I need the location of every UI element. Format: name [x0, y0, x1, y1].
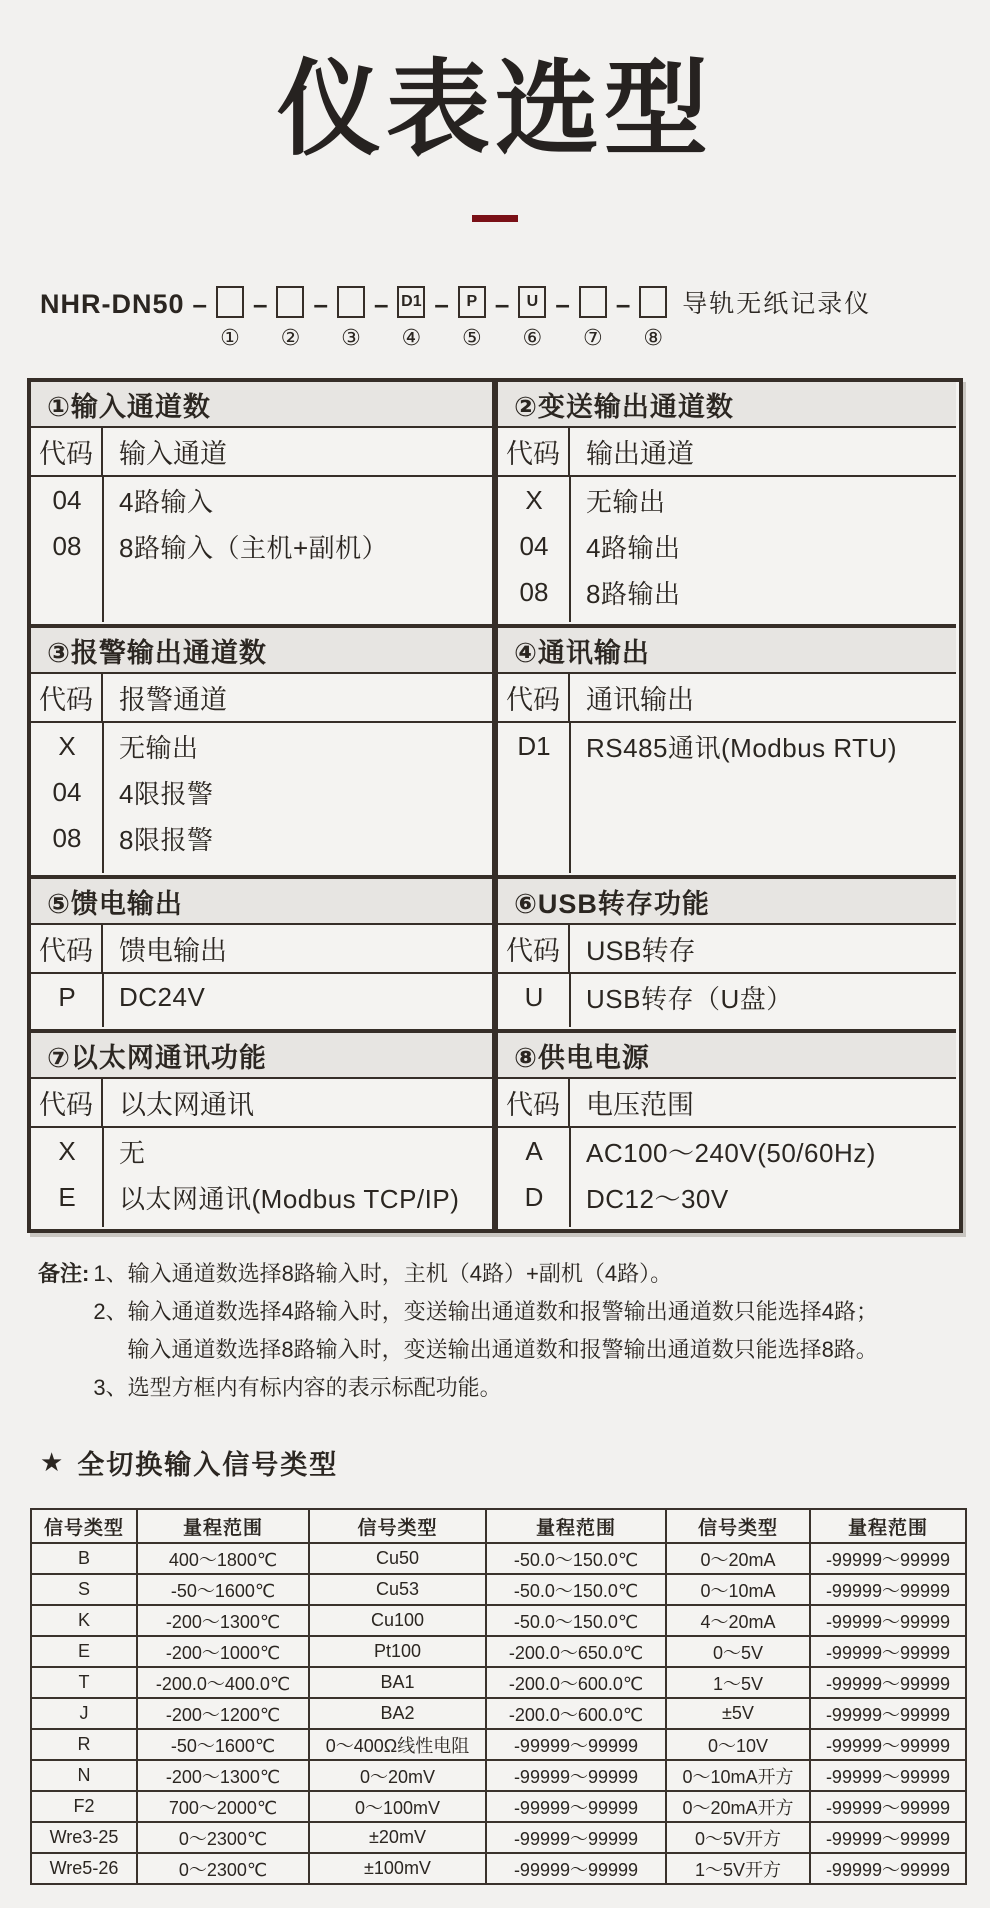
- option-code: A: [525, 1135, 543, 1166]
- signal-table-cell: -200.0～600.0℃: [486, 1698, 666, 1729]
- signal-table-row: [31, 1760, 966, 1791]
- option-code: 04: [52, 776, 82, 807]
- section-4: [498, 624, 956, 875]
- code-column-header: 代码: [498, 428, 570, 475]
- signal-table-cell: -99999～99999: [486, 1791, 666, 1822]
- signal-table-row: [31, 1729, 966, 1760]
- signal-table-header-row: [31, 1509, 966, 1543]
- section-5: [31, 875, 492, 1029]
- option-description: 4路输入: [119, 486, 214, 517]
- signal-table-cell: 0～10mA开方: [666, 1760, 810, 1791]
- option-description: DC24V: [119, 981, 206, 1012]
- signal-table-cell: -50.0～150.0℃: [486, 1605, 666, 1636]
- section-header: [498, 628, 956, 674]
- signal-table-cell: 0～2300℃: [137, 1822, 309, 1853]
- signal-table-heading-text: 全切换输入信号类型: [77, 1450, 339, 1481]
- option-code: E: [58, 1181, 76, 1212]
- section-8: [498, 1029, 956, 1229]
- selection-table: [27, 378, 963, 1233]
- option-description: 以太网通讯(Modbus TCP/IP): [119, 1183, 460, 1214]
- code-column-header: 代码: [31, 428, 103, 475]
- signal-table-cell: -99999～99999: [810, 1667, 966, 1698]
- signal-table-cell: ±100mV: [309, 1853, 486, 1884]
- option-description: 无: [119, 1137, 146, 1168]
- section-column-headers: [31, 925, 492, 974]
- option-code: P: [58, 981, 76, 1012]
- signal-table-cell: -99999～99999: [486, 1822, 666, 1853]
- signal-table-row: [31, 1636, 966, 1667]
- code-column-header: 代码: [498, 925, 570, 972]
- model-slot-8: [638, 286, 668, 350]
- model-dash: –: [494, 289, 510, 320]
- signal-table-cell: -99999～99999: [810, 1760, 966, 1791]
- section-7: [31, 1029, 492, 1229]
- notes-label: 备注:: [38, 1261, 90, 1287]
- code-column-divider: [569, 723, 571, 873]
- signal-table-row: [31, 1667, 966, 1698]
- section-header: [498, 1033, 956, 1079]
- signal-table-cell: -200～1300℃: [137, 1760, 309, 1791]
- slot-number: ④: [401, 325, 422, 351]
- note-line: 3、选型方框内有标内容的表示标配功能。: [93, 1375, 502, 1401]
- option-row: [31, 723, 492, 769]
- model-box-empty: [216, 286, 244, 318]
- signal-table-cell: -200.0～650.0℃: [486, 1636, 666, 1667]
- section-column-headers: [498, 1079, 956, 1128]
- option-row: [498, 1128, 956, 1174]
- section-rows: [498, 723, 956, 873]
- signal-table-cell: Pt100: [309, 1636, 486, 1667]
- signal-table-cell: 1～5V: [666, 1667, 810, 1698]
- code-column-header: 代码: [31, 925, 103, 972]
- option-description: 4限报警: [119, 778, 214, 809]
- section-header: [31, 382, 492, 428]
- section-title: ⑧供电电源: [514, 1042, 650, 1073]
- option-description: 8路输入（主机+副机）: [119, 532, 389, 563]
- desc-column-header: USB转存: [586, 936, 696, 967]
- signal-table-cell: T: [31, 1667, 137, 1698]
- option-row: [498, 1174, 956, 1220]
- desc-column-header: 电压范围: [586, 1090, 694, 1121]
- section-title: ③报警输出通道数: [47, 637, 267, 668]
- model-prefix: NHR-DN50: [40, 289, 185, 320]
- signal-table-cell: Cu50: [309, 1543, 486, 1574]
- desc-column-header: 以太网通讯: [119, 1090, 254, 1121]
- section-title: ④通讯输出: [514, 637, 650, 668]
- section-column-headers: [498, 925, 956, 974]
- model-slot-7: [578, 286, 608, 350]
- option-code: U: [524, 981, 544, 1012]
- signal-table-cell: -200.0～600.0℃: [486, 1667, 666, 1698]
- section-title: ②变送输出通道数: [514, 391, 734, 422]
- option-code: X: [525, 484, 543, 515]
- signal-table-cell: 400～1800℃: [137, 1543, 309, 1574]
- option-code: 08: [52, 530, 82, 561]
- signal-table-cell: 700～2000℃: [137, 1791, 309, 1822]
- section-rows: [31, 974, 492, 1027]
- signal-table-cell: -200.0～400.0℃: [137, 1667, 309, 1698]
- signal-table-header-cell: 信号类型: [31, 1509, 137, 1543]
- signal-table-cell: ±5V: [666, 1698, 810, 1729]
- signal-table-cell: -50～1600℃: [137, 1574, 309, 1605]
- signal-table-cell: 0～20mA开方: [666, 1791, 810, 1822]
- model-slot-1: [215, 286, 245, 350]
- option-code: 08: [519, 576, 549, 607]
- option-code: 04: [519, 530, 549, 561]
- title-accent-dash: [472, 215, 518, 222]
- star-icon: ★: [40, 1447, 66, 1478]
- signal-table-cell: -200～1300℃: [137, 1605, 309, 1636]
- section-6: [498, 875, 956, 1029]
- signal-table-cell: F2: [31, 1791, 137, 1822]
- page-title: 仪表选型: [276, 52, 713, 168]
- signal-table-row: [31, 1574, 966, 1605]
- option-row: [31, 974, 492, 1020]
- signal-table-cell: Wre5-26: [31, 1853, 137, 1884]
- option-row: [31, 769, 492, 815]
- model-box-filled: U: [518, 286, 546, 318]
- signal-table-cell: B: [31, 1543, 137, 1574]
- option-row: [498, 523, 956, 569]
- signal-table-cell: 4～20mA: [666, 1605, 810, 1636]
- section-title: ⑥USB转存功能: [514, 888, 710, 919]
- signal-table-header-cell: 量程范围: [486, 1509, 666, 1543]
- section-title: ①输入通道数: [47, 391, 211, 422]
- option-row: [31, 815, 492, 861]
- signal-table-cell: -99999～99999: [486, 1729, 666, 1760]
- signal-table-cell: 0～10mA: [666, 1574, 810, 1605]
- signal-table-cell: -200～1000℃: [137, 1636, 309, 1667]
- code-column-divider: [102, 477, 104, 622]
- slot-number: ⑧: [643, 325, 664, 351]
- section-header: [498, 879, 956, 925]
- signal-table-header-cell: 信号类型: [309, 1509, 486, 1543]
- signal-table-cell: -99999～99999: [810, 1791, 966, 1822]
- model-box-empty: [579, 286, 607, 318]
- section-rows: [31, 1128, 492, 1227]
- section-2: [498, 382, 956, 624]
- signal-table-cell: -50～1600℃: [137, 1729, 309, 1760]
- option-row: [31, 1174, 492, 1220]
- signal-table-cell: -50.0～150.0℃: [486, 1543, 666, 1574]
- note-line: 输入通道数选择8路输入时，变送输出通道数和报警输出通道数只能选择8路。: [127, 1337, 878, 1363]
- slot-number: ②: [280, 325, 301, 351]
- signal-type-table: [30, 1508, 967, 1885]
- option-description: 无输出: [119, 732, 199, 763]
- option-code: 04: [52, 484, 82, 515]
- option-row: [498, 723, 956, 769]
- model-box-empty: [639, 286, 667, 318]
- option-row: [31, 477, 492, 523]
- option-description: DC12～30V: [586, 1183, 729, 1214]
- signal-table-cell: 0～100mV: [309, 1791, 486, 1822]
- signal-table-cell: -200～1200℃: [137, 1698, 309, 1729]
- notes-block: [38, 1255, 990, 1407]
- model-slot-4: [396, 286, 426, 350]
- notes-lines: [93, 1255, 878, 1407]
- option-description: 无输出: [586, 486, 666, 517]
- signal-table-row: [31, 1698, 966, 1729]
- note-line: 1、输入通道数选择8路输入时，主机（4路）+副机（4路）。: [93, 1261, 673, 1287]
- section-rows: [31, 477, 492, 622]
- section-title: ⑦以太网通讯功能: [47, 1042, 267, 1073]
- signal-table-cell: 0～5V: [666, 1636, 810, 1667]
- model-box-filled: P: [458, 286, 486, 318]
- option-description: 8路输出: [586, 578, 681, 609]
- slot-number: ①: [220, 325, 240, 351]
- signal-table-cell: -99999～99999: [810, 1698, 966, 1729]
- model-code-row: [40, 286, 990, 358]
- signal-table-cell: 0～400Ω线性电阻: [309, 1729, 486, 1760]
- section-rows: [498, 477, 956, 622]
- signal-table-cell: S: [31, 1574, 137, 1605]
- signal-table-header-cell: 信号类型: [666, 1509, 810, 1543]
- signal-table-cell: -99999～99999: [810, 1729, 966, 1760]
- signal-table-row: [31, 1605, 966, 1636]
- page: [0, 52, 990, 1885]
- section-1: [31, 382, 492, 624]
- model-dash: –: [313, 289, 328, 320]
- signal-table-cell: -99999～99999: [810, 1543, 966, 1574]
- option-row: [31, 1128, 492, 1174]
- signal-table-cell: N: [31, 1760, 137, 1791]
- code-column-divider: [569, 477, 571, 622]
- model-box-empty: [276, 286, 304, 318]
- signal-table-cell: 0～2300℃: [137, 1853, 309, 1884]
- option-row: [498, 974, 956, 1020]
- section-3: [31, 624, 492, 875]
- section-header: [31, 879, 492, 925]
- code-column-header: 代码: [31, 674, 103, 721]
- option-row: [498, 569, 956, 615]
- slot-number: ③: [341, 325, 361, 351]
- section-column-headers: [31, 1079, 492, 1128]
- option-row: [31, 523, 492, 569]
- section-column-headers: [498, 428, 956, 477]
- desc-column-header: 馈电输出: [119, 936, 227, 967]
- signal-table-cell: -50.0～150.0℃: [486, 1574, 666, 1605]
- code-column-header: 代码: [498, 674, 570, 721]
- signal-table-cell: -99999～99999: [810, 1605, 966, 1636]
- option-description: AC100～240V(50/60Hz): [586, 1137, 876, 1168]
- option-code: D1: [517, 730, 551, 761]
- signal-table-cell: K: [31, 1605, 137, 1636]
- code-column-divider: [569, 1128, 571, 1227]
- signal-table-cell: 0～20mA: [666, 1543, 810, 1574]
- slot-number: ⑤: [462, 325, 482, 351]
- signal-table-cell: J: [31, 1698, 137, 1729]
- signal-table-header-cell: 量程范围: [810, 1509, 966, 1543]
- section-header: [498, 382, 956, 428]
- section-header: [31, 1033, 492, 1079]
- product-name: 导轨无纸记录仪: [682, 290, 872, 319]
- model-slot-3: [336, 286, 366, 350]
- signal-table-heading: [40, 1443, 990, 1482]
- signal-table-cell: Cu100: [309, 1605, 486, 1636]
- signal-table-cell: E: [31, 1636, 137, 1667]
- model-dash: –: [615, 289, 631, 320]
- model-dash: –: [434, 289, 449, 320]
- signal-table-cell: BA1: [309, 1667, 486, 1698]
- signal-table-cell: -99999～99999: [486, 1853, 666, 1884]
- code-column-divider: [102, 974, 104, 1027]
- model-dash: –: [253, 289, 268, 320]
- signal-table-cell: -99999～99999: [810, 1636, 966, 1667]
- code-column-divider: [102, 723, 104, 873]
- signal-table-cell: -99999～99999: [810, 1853, 966, 1884]
- model-box-filled: D1: [397, 286, 425, 318]
- model-slots: [185, 286, 669, 350]
- signal-table-cell: 1～5V开方: [666, 1853, 810, 1884]
- slot-number: ⑦: [582, 325, 603, 351]
- signal-table-cell: BA2: [309, 1698, 486, 1729]
- signal-table-cell: ±20mV: [309, 1822, 486, 1853]
- option-code: 08: [52, 822, 82, 853]
- option-description: 8限报警: [119, 824, 214, 855]
- model-slot-2: [275, 286, 305, 350]
- option-code: X: [58, 730, 76, 761]
- model-slot-5: [457, 286, 487, 350]
- signal-table-header-cell: 量程范围: [137, 1509, 309, 1543]
- signal-table-row: [31, 1543, 966, 1574]
- section-column-headers: [31, 428, 492, 477]
- option-description: USB转存（U盘）: [586, 983, 793, 1014]
- section-column-headers: [498, 674, 956, 723]
- model-dash: –: [192, 289, 207, 320]
- model-slot-6: [517, 286, 547, 350]
- option-code: X: [58, 1135, 76, 1166]
- signal-table-row: [31, 1791, 966, 1822]
- option-description: 4路输出: [586, 532, 681, 563]
- option-description: RS485通讯(Modbus RTU): [586, 732, 898, 763]
- code-column-header: 代码: [31, 1079, 103, 1126]
- signal-table-cell: -99999～99999: [810, 1574, 966, 1605]
- model-box-empty: [337, 286, 365, 318]
- option-code: D: [524, 1181, 544, 1212]
- option-row: [498, 477, 956, 523]
- section-column-headers: [31, 674, 492, 723]
- model-dash: –: [373, 289, 389, 320]
- section-rows: [31, 723, 492, 873]
- signal-table-cell: 0～5V开方: [666, 1822, 810, 1853]
- signal-table-cell: 0～20mV: [309, 1760, 486, 1791]
- desc-column-header: 输入通道: [119, 439, 227, 470]
- signal-table-cell: Cu53: [309, 1574, 486, 1605]
- section-title: ⑤馈电输出: [47, 888, 183, 919]
- signal-table-row: [31, 1853, 966, 1884]
- signal-table-cell: -99999～99999: [810, 1822, 966, 1853]
- model-dash: –: [555, 289, 570, 320]
- desc-column-header: 报警通道: [119, 685, 227, 716]
- signal-table-cell: R: [31, 1729, 137, 1760]
- signal-table-cell: 0～10V: [666, 1729, 810, 1760]
- signal-table-cell: -99999～99999: [486, 1760, 666, 1791]
- note-line: 2、输入通道数选择4路输入时，变送输出通道数和报警输出通道数只能选择4路；: [93, 1299, 879, 1325]
- desc-column-header: 通讯输出: [586, 685, 694, 716]
- signal-table-cell: Wre3-25: [31, 1822, 137, 1853]
- slot-number: ⑥: [522, 325, 543, 351]
- section-header: [31, 628, 492, 674]
- section-rows: [498, 974, 956, 1027]
- code-column-divider: [102, 1128, 104, 1227]
- selection-table-right-column: [495, 382, 956, 1229]
- desc-column-header: 输出通道: [586, 439, 694, 470]
- selection-table-left-column: [31, 382, 495, 1229]
- section-rows: [498, 1128, 956, 1227]
- code-column-divider: [569, 974, 571, 1027]
- code-column-header: 代码: [498, 1079, 570, 1126]
- signal-table-row: [31, 1822, 966, 1853]
